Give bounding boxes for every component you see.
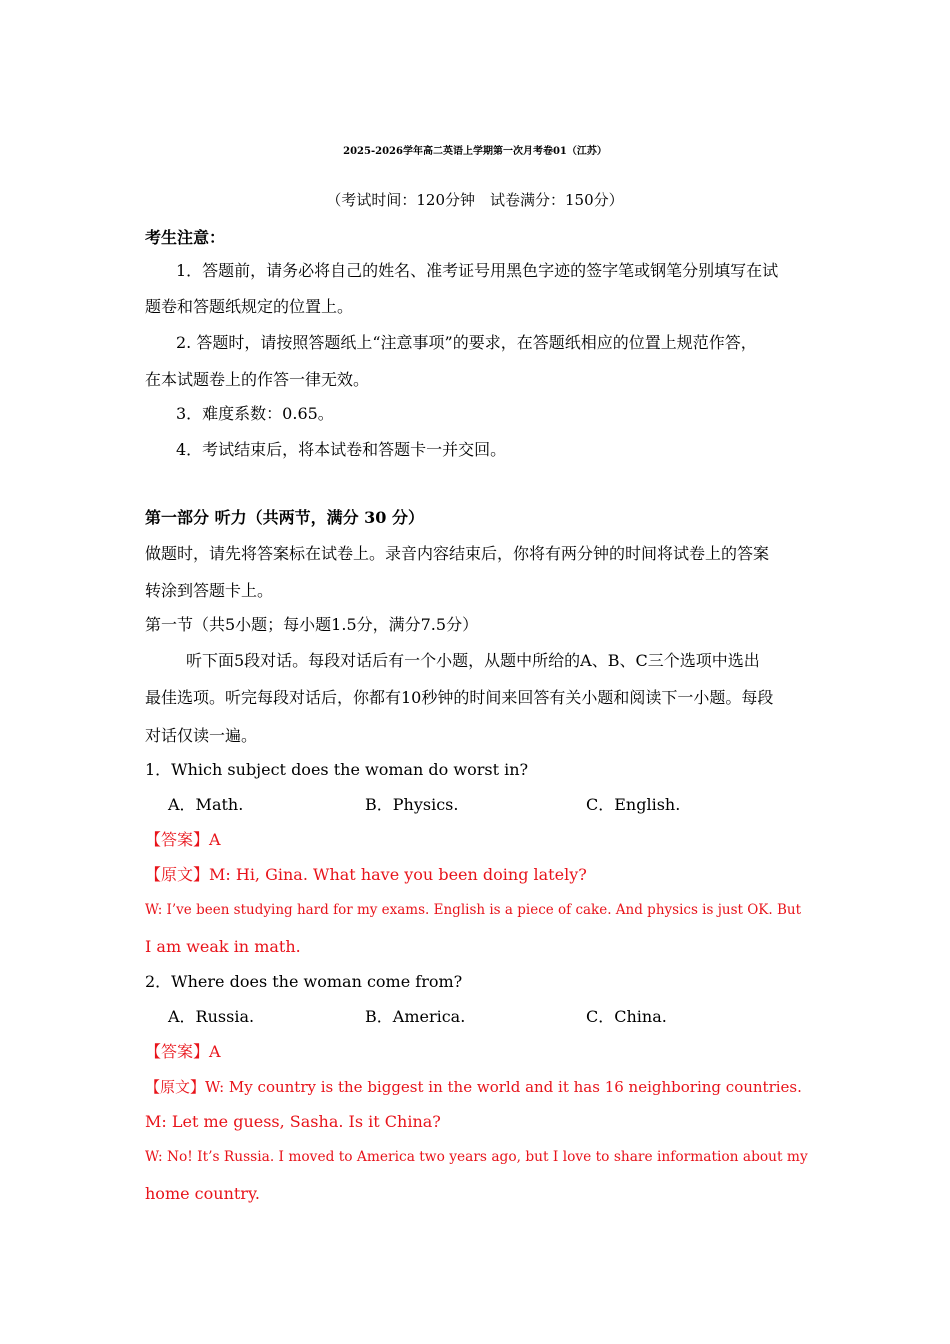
notice-item-3: 3．难度系数：0.65。 — [176, 404, 334, 423]
part1-instruction: 做题时，请先将答案标在试卷上。录音内容结束后，你将有两分钟的时间将试卷上的答案 — [145, 544, 770, 563]
question-1-option-a: A．Math. — [168, 795, 244, 814]
question-1-script-line: I am weak in math. — [145, 937, 301, 956]
notice-item-1-cont: 题卷和答题纸规定的位置上。 — [145, 297, 354, 316]
section1-instruction-cont2: 对话仅读一遍。 — [145, 726, 258, 745]
section1-heading: 第一节（共5小题；每小题1.5分，满分7.5分） — [145, 615, 479, 634]
question-2-script-line: M: Let me guess, Sasha. Is it China? — [145, 1112, 441, 1131]
section1-instruction: 听下面5段对话。每段对话后有一个小题，从题中所给的A、B、C三个选项中选出 — [186, 651, 760, 670]
exam-duration-score: （考试时间：120分钟 试卷满分：150分） — [326, 191, 624, 209]
page-title: 2025-2026学年高二英语上学期第一次月考卷01（江苏） — [343, 146, 607, 157]
question-2-answer: 【答案】A — [145, 1042, 221, 1061]
notice-heading: 考生注意： — [145, 228, 226, 247]
question-2-script: 【原文】W: My country is the biggest in the world and it has 16 neighboring countries. — [145, 1078, 802, 1096]
question-2-option-c: C．China. — [586, 1007, 667, 1026]
question-1-answer: 【答案】A — [145, 830, 221, 849]
part1-instruction-cont: 转涂到答题卡上。 — [145, 581, 274, 600]
question-2-stem: 2．Where does the woman come from? — [145, 972, 463, 991]
notice-item-1: 1．答题前，请务必将自己的姓名、准考证号用黑色字迹的签字笔或钢笔分别填写在试 — [176, 261, 779, 280]
part1-heading: 第一部分 听力（共两节，满分 30 分） — [145, 508, 424, 527]
question-1-stem: 1．Which subject does the woman do worst in? — [145, 760, 529, 779]
section1-instruction-cont: 最佳选项。听完每段对话后，你都有10秒钟的时间来回答有关小题和阅读下一小题。每段 — [145, 688, 774, 707]
question-2-script-line: home country. — [145, 1184, 260, 1203]
question-2-option-a: A．Russia. — [168, 1007, 255, 1026]
question-2-option-b: B．America. — [365, 1007, 466, 1026]
notice-item-4: 4．考试结束后，将本试卷和答题卡一并交回。 — [176, 440, 507, 459]
question-1-script-line: W: I’ve been studying hard for my exams. English is a piece of cake. And physics is just OK. But — [145, 902, 802, 918]
notice-item-2-cont: 在本试题卷上的作答一律无效。 — [145, 370, 370, 389]
question-1-option-c: C．English. — [586, 795, 681, 814]
question-2-script-line: W: No! It’s Russia. I moved to America two years ago, but I love to share information about my — [145, 1149, 808, 1165]
notice-item-2: 2. 答题时，请按照答题纸上“注意事项”的要求，在答题纸相应的位置上规范作答， — [176, 333, 757, 352]
question-1-option-b: B．Physics. — [365, 795, 459, 814]
question-1-script: 【原文】M: Hi, Gina. What have you been doing lately? — [145, 865, 587, 884]
